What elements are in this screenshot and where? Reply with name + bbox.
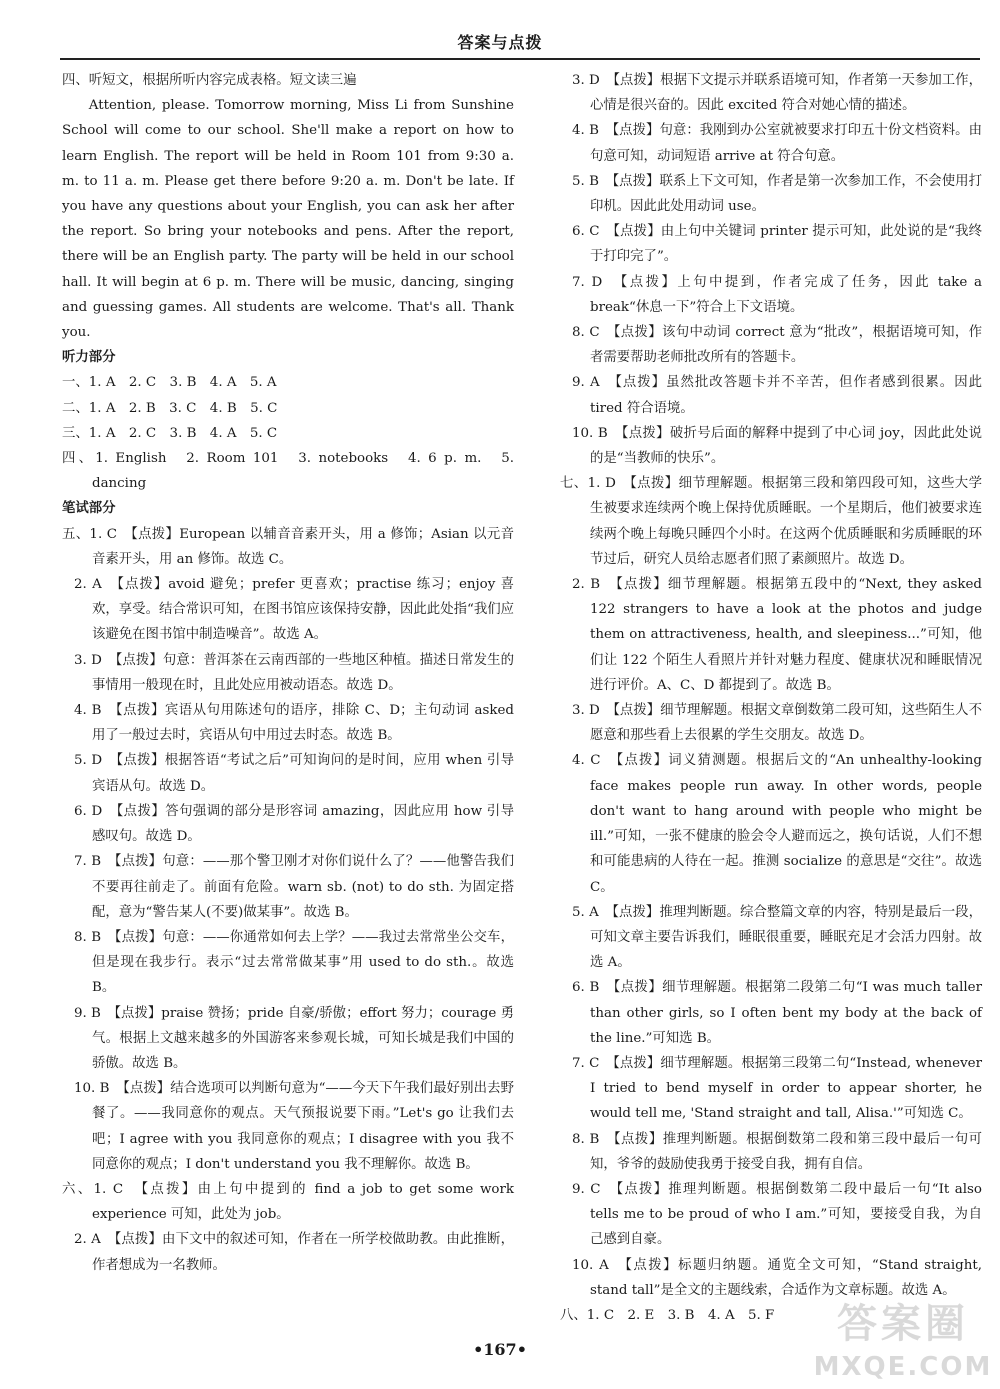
answer-paragraph: 3. D 【点拨】细节理解题。根据文章倒数第二段可知，这些陌生人不愿意和那些看上去很累的学生交朋友。故选 D。 bbox=[572, 703, 982, 744]
answer-paragraph: 7. B 【点拨】句意：——那个警卫刚才对你们说什么了？——他警告我们不要再往前走了。前面有危险。warn sb. (not) to do sth. 为固定搭配，意为“警告某人(不要)做某事”。故选 B。 bbox=[74, 854, 514, 920]
answer-paragraph: 6. C 【点拨】由上句中关键词 printer 提示可知，此处说的是“我终于打印完了”。 bbox=[572, 224, 982, 265]
answer-paragraph: 3. D 【点拨】根据下文提示并联系语境可知，作者第一天参加工作，心情是很兴奋的。因此 excited 符合对她心情的描述。 bbox=[572, 73, 982, 114]
answer-paragraph: 10. B 【点拨】破折号后面的解释中提到了中心词 joy，因此此处说的是“当教师的快乐”。 bbox=[572, 425, 982, 467]
answer-paragraph: 4. B 【点拨】句意：我刚到办公室就被要求打印五十份文档资料。由句意可知，动词短语 arrive at 符合句意。 bbox=[572, 123, 982, 164]
answer-paragraph: 5. A 【点拨】推理判断题。综合整篇文章的内容，特别是最后一段，可知文章主要告诉我们，睡眠很重要，睡眠充足才会活力四射。故选 A。 bbox=[572, 904, 982, 971]
answer-paragraph: 7. C 【点拨】细节理解题。根据第三段第二句“Instead, whenever I tried to bend myself in order to appear shorter, he would tell me, 'Stand straight and tall, Alisa.'”可知选 C。 bbox=[572, 1055, 982, 1122]
answer-paragraph: 2. A 【点拨】avoid 避免；prefer 更喜欢；practise 练习；enjoy 喜欢，享受。结合常识可知，在图书馆应该保持安静，因此此处指“我们应该避免在图书馆中制造噪音”。故选 A。 bbox=[74, 577, 514, 643]
answer-paragraph: 6. B 【点拨】细节理解题。根据第二段第二句“I was much taller than other girls, so I often bent my body at the back of the line.”可知选 B。 bbox=[572, 980, 982, 1046]
answer-paragraph: 四、听短文，根据所听内容完成表格。短文读三遍 bbox=[62, 73, 357, 88]
answer-paragraph: 8. B 【点拨】句意：——你通常如何去上学？——我过去常常坐公交车，但是现在我步行。表示“过去常常做某事”用 used to do sth.。故选 B。 bbox=[74, 929, 514, 996]
answer-paragraph: 二、1. A 2. B 3. C 4. B 5. C bbox=[62, 400, 278, 416]
answer-paragraph: 5. D 【点拨】根据答语“考试之后”可知询问的是时间，应用 when 引导宾语从句。故选 D。 bbox=[74, 753, 514, 794]
page-header: 答案与点拨 bbox=[457, 33, 543, 52]
header-rule bbox=[60, 58, 980, 60]
answer-paragraph: 四、1. English 2. Room 101 3. notebooks 4. 6 p. m. 5. dancing bbox=[62, 451, 514, 492]
answer-paragraph: 三、1. A 2. C 3. B 4. A 5. C bbox=[62, 425, 278, 441]
answer-paragraph: 五、1. C 【点拨】European 以辅音音素开头，用 a 修饰；Asian 以元音音素开头，用 an 修饰。故选 C。 bbox=[62, 526, 514, 567]
answer-paragraph: 六、1. C 【点拨】由上句中提到的 find a job to get some work experience 可知，此处为 job。 bbox=[62, 1181, 514, 1223]
answer-paragraph: 听力部分 bbox=[62, 350, 116, 366]
watermark-logo bbox=[808, 1300, 998, 1386]
page-number: •167• bbox=[473, 1340, 527, 1359]
answer-paragraph: 5. B 【点拨】联系上下文可知，作者是第一次参加工作，不会使用打印机。因此此处用动词 use。 bbox=[572, 173, 982, 215]
answer-paragraph: 七、1. D 【点拨】细节理解题。根据第三段和第四段可知，这些大学生被要求连续两个晚上保持优质睡眠。一个星期后，他们被要求连续两个晚上每晚只睡四个小时。在这两个优质睡眠和劣质睡眠的环节过后，研究人员给志愿者们照了素颜照片。故选 D。 bbox=[560, 476, 982, 567]
answer-paragraph: 8. B 【点拨】推理判断题。根据倒数第二段和第三段中最后一句可知，爷爷的鼓励使我勇于接受自我，拥有自信。 bbox=[572, 1131, 982, 1172]
answer-paragraph: 7. D 【点拨】上句中提到，作者完成了任务，因此 take a break“休息一下”符合上下文语境。 bbox=[572, 274, 982, 315]
answer-paragraph: 9. A 【点拨】虽然批改答题卡并不辛苦，但作者感到很累。因此 tired 符合语境。 bbox=[572, 375, 982, 416]
answer-paragraph: Attention, please. Tomorrow morning, Miss Li from Sunshine School will come to our school. She'll make a report on how to learn English. The report will be held in Room 101 from 9:30 a. m. to 11 a. m. Please get there before 9:20 a. m. Don't be late. If you have any questions about your English, you can ask her after the report. So bring your notebooks and pens. After the report, there will be an English party. The party will be held in our school hall. It will begin at 6 p. m. There will be music, dancing, singing and guessing games. All students are welcome. That's all. Thank you. bbox=[62, 98, 514, 341]
answer-paragraph: 9. C 【点拨】推理判断题。根据倒数第二段中最后一句“It also tells me to be proud of who I am.”可知，要接受自我，为自己感到自豪。 bbox=[572, 1181, 982, 1248]
left-column bbox=[62, 68, 514, 1278]
answer-paragraph: 9. B 【点拨】praise 赞扬；pride 自豪/骄傲；effort 努力；courage 勇气。根据上文越来越多的外国游客来参观长城，可知长城是我们中国的骄傲。故选 B。 bbox=[74, 1005, 514, 1071]
watermark-line2: MXQE.COM bbox=[813, 1352, 993, 1382]
answer-paragraph: 6. D 【点拨】答句强调的部分是形容词 amazing，因此应用 how 引导感叹句。故选 D。 bbox=[74, 803, 514, 845]
answer-paragraph: 4. B 【点拨】宾语从句用陈述句的语序，排除 C、D；主句动词 asked 用了一般过去时，宾语从句中用过去时态。故选 B。 bbox=[74, 703, 514, 744]
answer-paragraph: 10. B 【点拨】结合选项可以判断句意为“——今天下午我们最好别出去野餐了。——我同意你的观点。天气预报说要下雨。”Let's go 让我们去吧；I agree with you 我同意你的观点；I disagree with you 我不同意你的观点；I don't understand you 我不理解你。故选 B。 bbox=[74, 1081, 514, 1172]
right-column bbox=[560, 68, 982, 1328]
answer-paragraph: 一、1. A 2. C 3. B 4. A 5. A bbox=[62, 375, 277, 391]
answer-paragraph: 10. A 【点拨】标题归纳题。通览全文可知，“Stand straight, stand tall”是全文的主题线索，合适作为文章标题。故选 A。 bbox=[572, 1257, 982, 1298]
answer-paragraph: 2. B 【点拨】细节理解题。根据第五段中的“Next, they asked 122 strangers to have a look at the photos and judge them on attractiveness, health, and sleepiness...”可知，他们让 122 个陌生人看照片并针对魅力程度、健康状况和睡眠情况进行评价。A、C、D 都提到了。故选 B。 bbox=[572, 577, 982, 693]
watermark-line1: 答案圈 bbox=[837, 1301, 969, 1347]
answer-paragraph: 八、1. C 2. E 3. B 4. A 5. F bbox=[560, 1307, 775, 1323]
answer-paragraph: 笔试部分 bbox=[62, 501, 116, 517]
answer-paragraph: 2. A 【点拨】由下文中的叙述可知，作者在一所学校做助教。由此推断，作者想成为一名教师。 bbox=[74, 1232, 514, 1273]
answer-paragraph: 8. C 【点拨】该句中动词 correct 意为“批改”，根据语境可知，作者需要帮助老师批改所有的答题卡。 bbox=[572, 325, 982, 366]
answer-paragraph: 4. C 【点拨】词义猜测题。根据后文的“An unhealthy-looking face makes people run away. In other words, people don't want to hang around with people who might be ill.”可知，一张不健康的脸会令人避而远之，换句话说，人们不想和可能患病的人待在一起。推测 socialize 的意思是“交往”。故选 C。 bbox=[572, 753, 982, 895]
answer-paragraph: 3. D 【点拨】句意：普洱茶在云南西部的一些地区种植。描述日常发生的事情用一般现在时，且此处应用被动语态。故选 D。 bbox=[74, 652, 514, 693]
